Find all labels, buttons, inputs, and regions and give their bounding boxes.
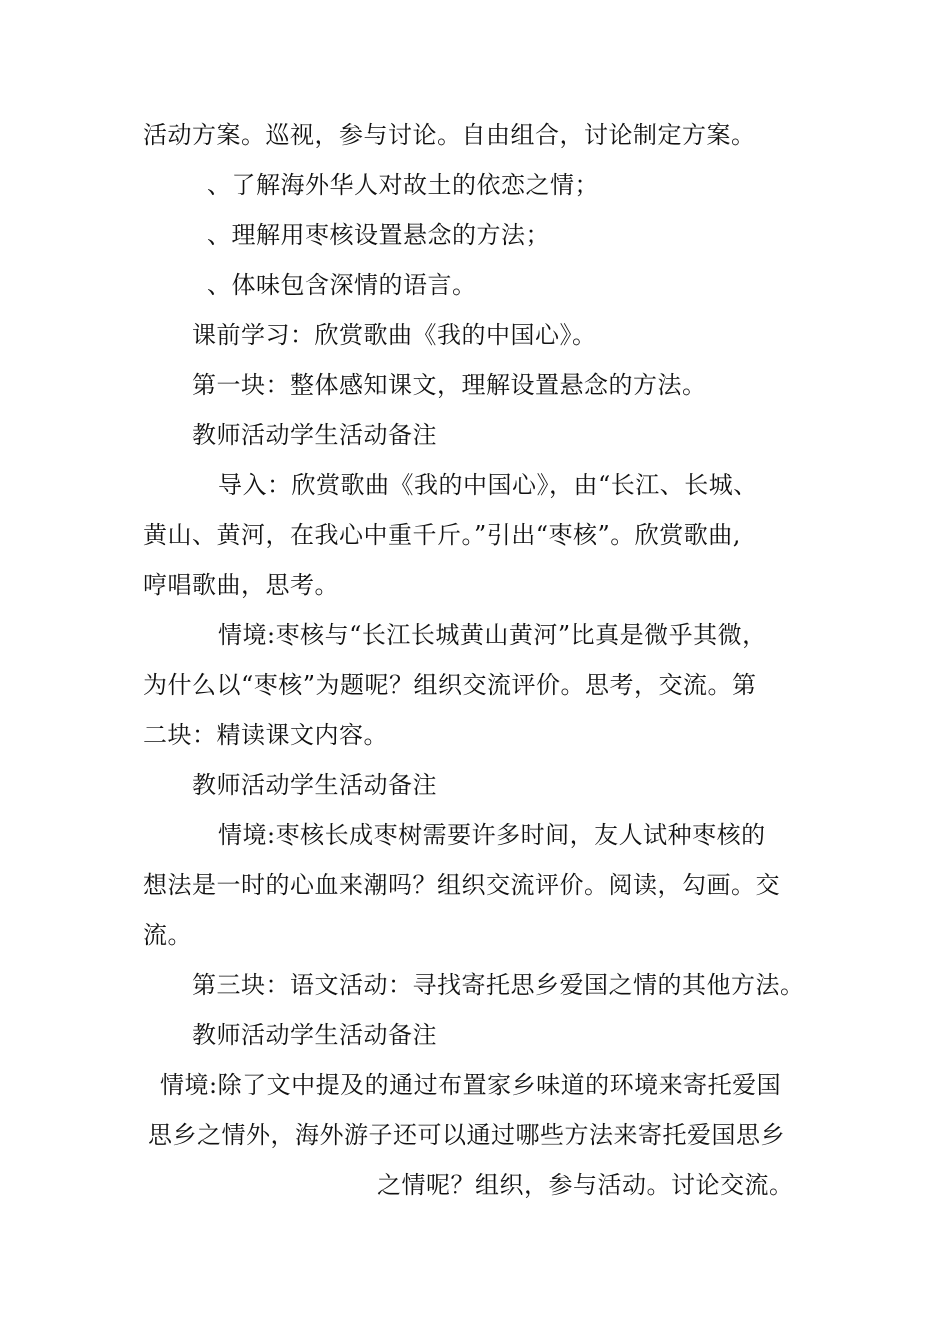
text-line: 情境:除了文中提及的通过布置家乡味道的环境来寄托爱国 xyxy=(160,1071,782,1099)
text-line: 第三块：语文活动：寻找寄托思乡爱国之情的其他方法。 xyxy=(192,971,805,999)
text-line: 流。 xyxy=(143,921,192,949)
text-line: 活动方案。巡视，参与讨论。自由组合，讨论制定方案。 xyxy=(143,121,756,149)
text-line: 思乡之情外，海外游子还可以通过哪些方法来寄托爱国思乡 xyxy=(148,1121,785,1149)
text-line: 导入：欣赏歌曲《我的中国心》，由“长江、长城、 xyxy=(218,471,758,499)
text-line: 课前学习：欣赏歌曲《我的中国心》。 xyxy=(192,321,597,349)
table-header-line: 教师活动学生活动备注 xyxy=(192,421,437,449)
text-line: 第一块：整体感知课文，理解设置悬念的方法。 xyxy=(192,371,707,399)
text-line: 情境:枣核与“长江长城黄山黄河”比真是微乎其微， xyxy=(218,621,767,649)
text-line: 之情呢？组织，参与活动。讨论交流。 xyxy=(377,1171,794,1199)
table-header-line: 教师活动学生活动备注 xyxy=(192,1021,437,1049)
text-line: 想法是一时的心血来潮吗？组织交流评价。阅读，勾画。交 xyxy=(143,871,780,899)
text-line: 、了解海外华人对故土的依恋之情； xyxy=(207,171,599,199)
text-line: 二块：精读课文内容。 xyxy=(143,721,388,749)
table-header-line: 教师活动学生活动备注 xyxy=(192,771,437,799)
text-line: 哼唱歌曲，思考。 xyxy=(143,571,339,599)
text-line: 黄山、黄河，在我心中重千斤。”引出“枣核”。欣赏歌曲, xyxy=(143,521,741,549)
text-line: 为什么以“枣核”为题呢？组织交流评价。思考，交流。第 xyxy=(143,671,757,699)
text-line: 、理解用枣核设置悬念的方法； xyxy=(207,221,550,249)
text-line: 、体味包含深情的语言。 xyxy=(207,271,477,299)
text-line: 情境:枣核长成枣树需要许多时间，友人试种枣核的 xyxy=(218,821,766,849)
